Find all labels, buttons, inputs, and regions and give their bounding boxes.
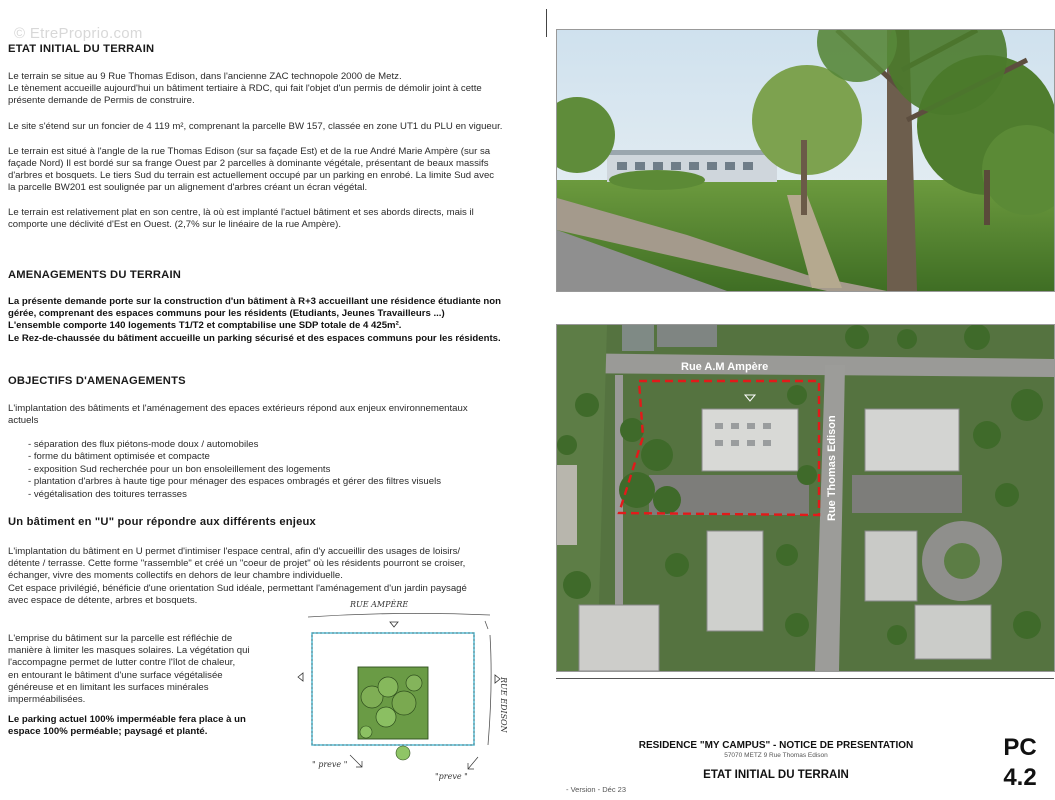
sketch-street-top: RUE AMPÈRE: [350, 600, 409, 609]
sketch-label-2: "preve ": [435, 772, 468, 781]
section-title-objectifs: OBJECTIFS D'AMENAGEMENTS: [8, 375, 186, 387]
footer-divider: [556, 678, 1054, 679]
list-item: - exposition Sud recherchée pour un bon ensoleillement des logements: [28, 463, 331, 475]
version-label: - Version - Déc 23: [566, 785, 627, 794]
text-line: Cet espace privilégié, bénéficie d'une orientation Sud idéale, permettant l'aménagement d'un jardin paysagé: [8, 582, 467, 594]
map-label-edison: Rue Thomas Edison: [826, 415, 838, 521]
list-item: - forme du bâtiment optimisée et compacte: [28, 451, 210, 463]
text-line: actuels: [8, 415, 39, 427]
site-sketch: [290, 595, 520, 785]
text-line: Le terrain est relativement plat en son centre, là où est implanté l'actuel bâtiment et ses abords directs, mais il: [8, 206, 474, 218]
section-title-etat-initial: ETAT INITIAL DU TERRAIN: [8, 43, 155, 55]
neighbour-building: [865, 409, 959, 471]
section-title-batiment-u: Un bâtiment en "U" pour répondre aux différents enjeux: [8, 516, 316, 528]
sheet-code-line2: 4.2: [1003, 764, 1037, 791]
text-line: façade Nord) Il est bordé sur sa frange Ouest par 2 parcelles à dominante végétale, présentant de beaux massifs: [8, 158, 489, 170]
text-line: L'implantation du bâtiment en U permet d'intimiser l'espace central, afin d'y accueillir des usages de loisirs/: [8, 546, 461, 557]
text-line: avec espace de détente, arbres et bosquets.: [8, 594, 198, 606]
text-line: comporte une déclivité d'Est en Ouest. (2,7% sur le linéaire de la rue Ampère).: [8, 218, 341, 230]
text-line: Le Rez-de-chaussée du bâtiment accueille un parking sécurisé et des espaces communs pour les résidents.: [8, 332, 501, 344]
objectifs-intro: [8, 403, 548, 427]
section-title-amenagements: AMENAGEMENTS DU TERRAIN: [8, 269, 182, 281]
text-line: présente demande de Permis de construire.: [8, 95, 195, 107]
watermark: © EtreProprio.com: [14, 25, 143, 42]
text-line: imperméabilisées.: [8, 694, 86, 706]
list-item: - végétalisation des toitures terrasses: [28, 488, 187, 500]
title-block: [556, 740, 996, 781]
project-address: 57070 METZ 9 Rue Thomas Edison: [724, 752, 828, 759]
sketch-street-right: RUE EDISON: [499, 677, 508, 733]
objectifs-list: [28, 439, 548, 501]
aerial-map: [556, 324, 1055, 672]
etat-initial-text: [8, 71, 548, 231]
text-line: espace 100% perméable; paysagé et planté.: [8, 726, 208, 738]
emprise-text: [8, 633, 278, 739]
sheet-code: [998, 733, 1042, 793]
text-line: L'implantation des bâtiments et l'aménagement des epaces extérieurs répond aux enjeux environnementaux: [8, 403, 468, 414]
text-line: Le terrain se situe au 9 Rue Thomas Edison, dans l'ancienne ZAC technopole 2000 de Metz.: [8, 71, 402, 82]
text-line: généreuse et en limitant les surfaces minérales: [8, 681, 209, 693]
text-line: gérée, comprenant des espaces communs pour les résidents (Etudiants, Jeunes Travailleurs ...): [8, 308, 445, 320]
text-line: La présente demande porte sur la construction d'un bâtiment à R+3 accueillant une résidence étudiante non: [8, 296, 502, 307]
text-line: la parcelle BW201 est soulignée par un alignement d'arbres créant un écran végétal.: [8, 182, 368, 194]
project-title: RESIDENCE "MY CAMPUS" - NOTICE DE PRESENTATION: [638, 740, 914, 751]
list-item: - plantation d'arbres à haute tige pour ménager des espaces ombragés et gérer des filtres visuels: [28, 476, 441, 488]
sheet-subtitle: ETAT INITIAL DU TERRAIN: [703, 769, 849, 781]
text-line: manière à limiter les masques solaires. La végétation qui: [8, 645, 250, 657]
text-line: Le terrain est situé à l'angle de la rue Thomas Edison (sur sa façade Est) et de la rue André Marie Ampère (sur sa: [8, 145, 491, 157]
page-divider: [546, 9, 547, 37]
building-south: [707, 531, 763, 631]
text-line: Le parking actuel 100% imperméable fera place à un: [8, 714, 246, 726]
text-line: Le site s'étend sur un foncier de 4 119 m², comprenant la parcelle BW 157, classée en zone UT1 du PLU en vigueur.: [8, 120, 503, 132]
text-line: Le tènement accueille aujourd'hui un bâtiment tertiaire à RDC, qui fait l'objet d'un permis de démolir joint à cette: [8, 83, 482, 95]
sheet-code-line1: PC: [1003, 734, 1037, 761]
street-photo: [556, 29, 1055, 292]
text-line: l'accompagne permet de lutter contre l'îlot de chaleur,: [8, 657, 236, 669]
sketch-label-1: " preve ": [312, 760, 348, 769]
list-item: - séparation des flux piétons-mode doux / automobiles: [28, 439, 259, 450]
text-line: échanger, vivre des moments collectifs en dehors de leur chambre individuelle.: [8, 570, 343, 582]
text-line: détente / terrasse. Cette forme "rassemble" et créé un "coeur de projet" où les résidents pourront se croiser,: [8, 558, 466, 570]
text-line: L'emprise du bâtiment sur la parcelle est réfléchie de: [8, 633, 233, 644]
text-line: en entourant le bâtiment d'une surface végétalisée: [8, 669, 223, 681]
map-label-ampere: Rue A.M Ampère: [681, 361, 769, 373]
text-line: L'ensemble comporte 140 logements T1/T2 et comptabilise une SDP totale de 4 425m².: [8, 320, 402, 332]
text-line: d'arbres et bosquets. Le tiers Sud du terrain est actuellement occupé par un parking en enrobé. La limite Sud avec: [8, 170, 495, 182]
amenagements-text: [8, 296, 548, 345]
